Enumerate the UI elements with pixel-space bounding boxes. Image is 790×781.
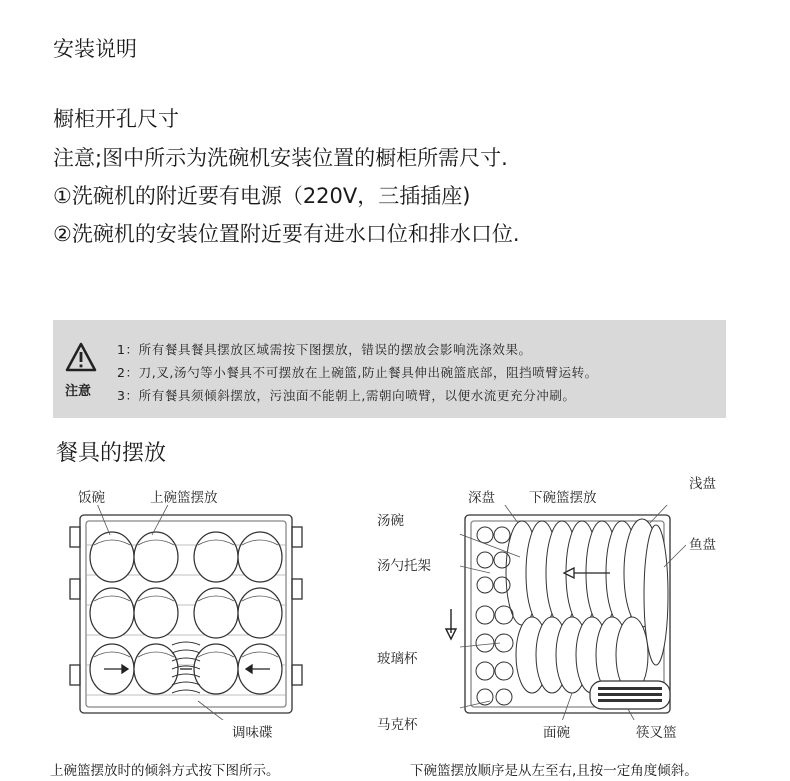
cabinet-note-line-2: ①洗碗机的附近要有电源（220V，三插插座) (53, 184, 471, 208)
label-glass: 玻璃杯 (377, 651, 418, 667)
notice-item-3: 3：所有餐具须倾斜摆放，污浊面不能朝上,需朝向喷臂，以便水流更充分冲刷。 (117, 388, 576, 403)
label-sauce-dish: 调味碟 (232, 725, 273, 741)
label-spoon-rack: 汤勺托架 (377, 558, 431, 574)
notice-box (53, 320, 726, 418)
warning-triangle-icon (65, 342, 97, 372)
label-soup-bowl: 汤碗 (377, 513, 404, 529)
label-lower-basket: 下碗篮摆放 (529, 490, 597, 506)
upper-basket-diagram (60, 505, 310, 720)
page-title: 安装说明 (53, 37, 137, 61)
notice-item-1: 1：所有餐具餐具摆放区域需按下图摆放，错误的摆放会影响洗涤效果。 (117, 342, 532, 357)
cabinet-heading: 橱柜开孔尺寸 (53, 107, 179, 131)
cabinet-note-line-3: ②洗碗机的安装位置附近要有进水口位和排水口位. (53, 222, 520, 246)
label-deep-plate: 深盘 (468, 490, 495, 506)
cabinet-note-line-1: 注意;图中所示为洗碗机安装位置的橱柜所需尺寸. (53, 146, 508, 170)
arrow-down-icon (444, 607, 458, 641)
label-shallow-plate: 浅盘 (689, 476, 716, 492)
label-cutlery-basket: 筷叉篮 (636, 725, 677, 741)
notice-item-2: 2：刀,叉,汤勺等小餐具不可摆放在上碗篮,防止餐具伸出碗篮底部，阻挡喷臂运转。 (117, 365, 598, 380)
label-rice-bowl: 饭碗 (78, 490, 105, 506)
label-mug: 马克杯 (377, 717, 418, 733)
label-upper-basket: 上碗篮摆放 (150, 490, 218, 506)
lower-basket-caption: 下碗篮摆放顺序是从左至右,且按一定角度倾斜。 (410, 763, 698, 779)
lower-basket-diagram (460, 505, 690, 720)
tableware-heading: 餐具的摆放 (56, 441, 167, 466)
label-fish-plate: 鱼盘 (689, 537, 716, 553)
notice-label: 注意 (65, 384, 92, 399)
label-noodle-bowl: 面碗 (543, 725, 570, 741)
upper-basket-caption: 上碗篮摆放时的倾斜方式按下图所示。 (50, 763, 280, 779)
